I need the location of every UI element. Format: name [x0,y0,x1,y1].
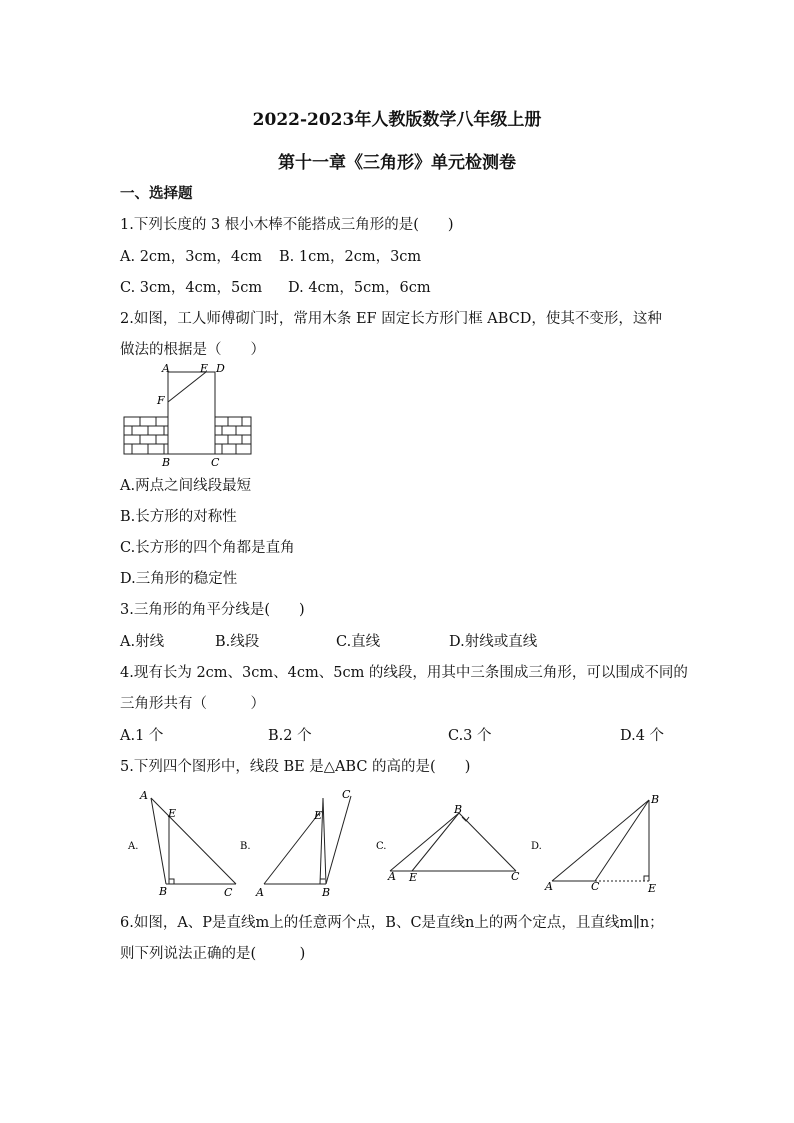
question-2-option-d: D.三角形的稳定性 [120,571,238,587]
question-1-stem: 1.下列长度的 3 根小木棒不能搭成三角形的是( ) [120,217,454,233]
fig-b-label-c: C [342,788,351,801]
question-6-stem-line1: 6.如图，A、P是直线m上的任意两个点，B、C是直线n上的两个定点，且直线m∥n； [120,915,664,931]
fig-b-label-b: B [322,886,331,898]
question-3-option-d: D.射线或直线 [449,634,538,650]
question-2-option-a: A.两点之间线段最短 [120,478,252,494]
document-title: 2022-2023年人教版数学八年级上册 [252,110,542,130]
question-2-stem-line1: 2.如图，工人师傅砌门时，常用木条 EF 固定长方形门框 ABCD，使其不变形，这种 [120,311,662,327]
question-1-option-a: A. 2cm，3cm，4cm [120,249,262,265]
fig-a-option: A. [128,841,139,852]
label-a: A [162,362,170,375]
fig-b-label-e: E [314,809,323,822]
label-d: D [216,362,225,375]
question-4-option-b: B.2 个 [268,728,312,744]
question-6-stem-line2: 则下列说法正确的是( ) [120,946,306,962]
chapter-title: 第十一章《三角形》单元检测卷 [278,153,516,173]
label-b: B [162,456,171,469]
fig-b-label-a: A [256,886,264,898]
fig-c-label-a: A [388,870,396,883]
fig-a-label-c: C [224,886,233,898]
fig-c-option: C. [376,841,387,852]
fig-b-option: B. [240,841,251,852]
question-3-option-b: B.线段 [215,634,260,650]
label-c: C [211,456,220,469]
fig-c-label-b: B [454,803,463,816]
fig-c-label-c: C [511,870,520,883]
door-frame-figure [120,362,260,470]
question-2-stem-line2: 做法的根据是（ ） [120,342,265,358]
fig-a-label-a: A [140,789,148,802]
section-heading: 一、选择题 [120,185,193,202]
fig-d-option: D. [531,841,542,852]
label-e: E [200,362,209,375]
label-f: F [157,394,165,407]
question-1-option-c: C. 3cm，4cm，5cm [120,280,263,296]
question-4-stem-line2: 三角形共有（ ） [120,696,265,712]
question-2-option-b: B.长方形的对称性 [120,509,237,525]
question-1-option-b: B. 1cm，2cm，3cm [279,249,422,265]
fig-a-label-b: B [159,885,168,898]
question-5-stem: 5.下列四个图形中，线段 BE 是△ABC 的高的是( ) [120,759,471,775]
question-4-stem-line1: 4.现有长为 2cm、3cm、4cm、5cm 的线段，用其中三条围成三角形，可以围成不同的 [120,665,688,681]
question-1-option-d: D. 4cm，5cm，6cm [288,280,431,296]
fig-d-label-e: E [648,882,657,895]
question-4-option-a: A.1 个 [120,728,164,744]
fig-d-label-b: B [651,793,660,806]
question-4-option-d: D.4 个 [620,728,665,744]
question-3-option-a: A.射线 [120,634,165,650]
fig-d-label-a: A [545,880,553,893]
question-3-stem: 3.三角形的角平分线是( ) [120,602,305,618]
question-3-option-c: C.直线 [336,634,381,650]
fig-c-label-e: E [409,871,418,884]
fig-a-label-e: E [168,807,177,820]
question-4-option-c: C.3 个 [448,728,492,744]
question-2-option-c: C.长方形的四个角都是直角 [120,540,295,556]
fig-d-label-c: C [591,880,600,893]
triangle-figures [120,786,680,898]
